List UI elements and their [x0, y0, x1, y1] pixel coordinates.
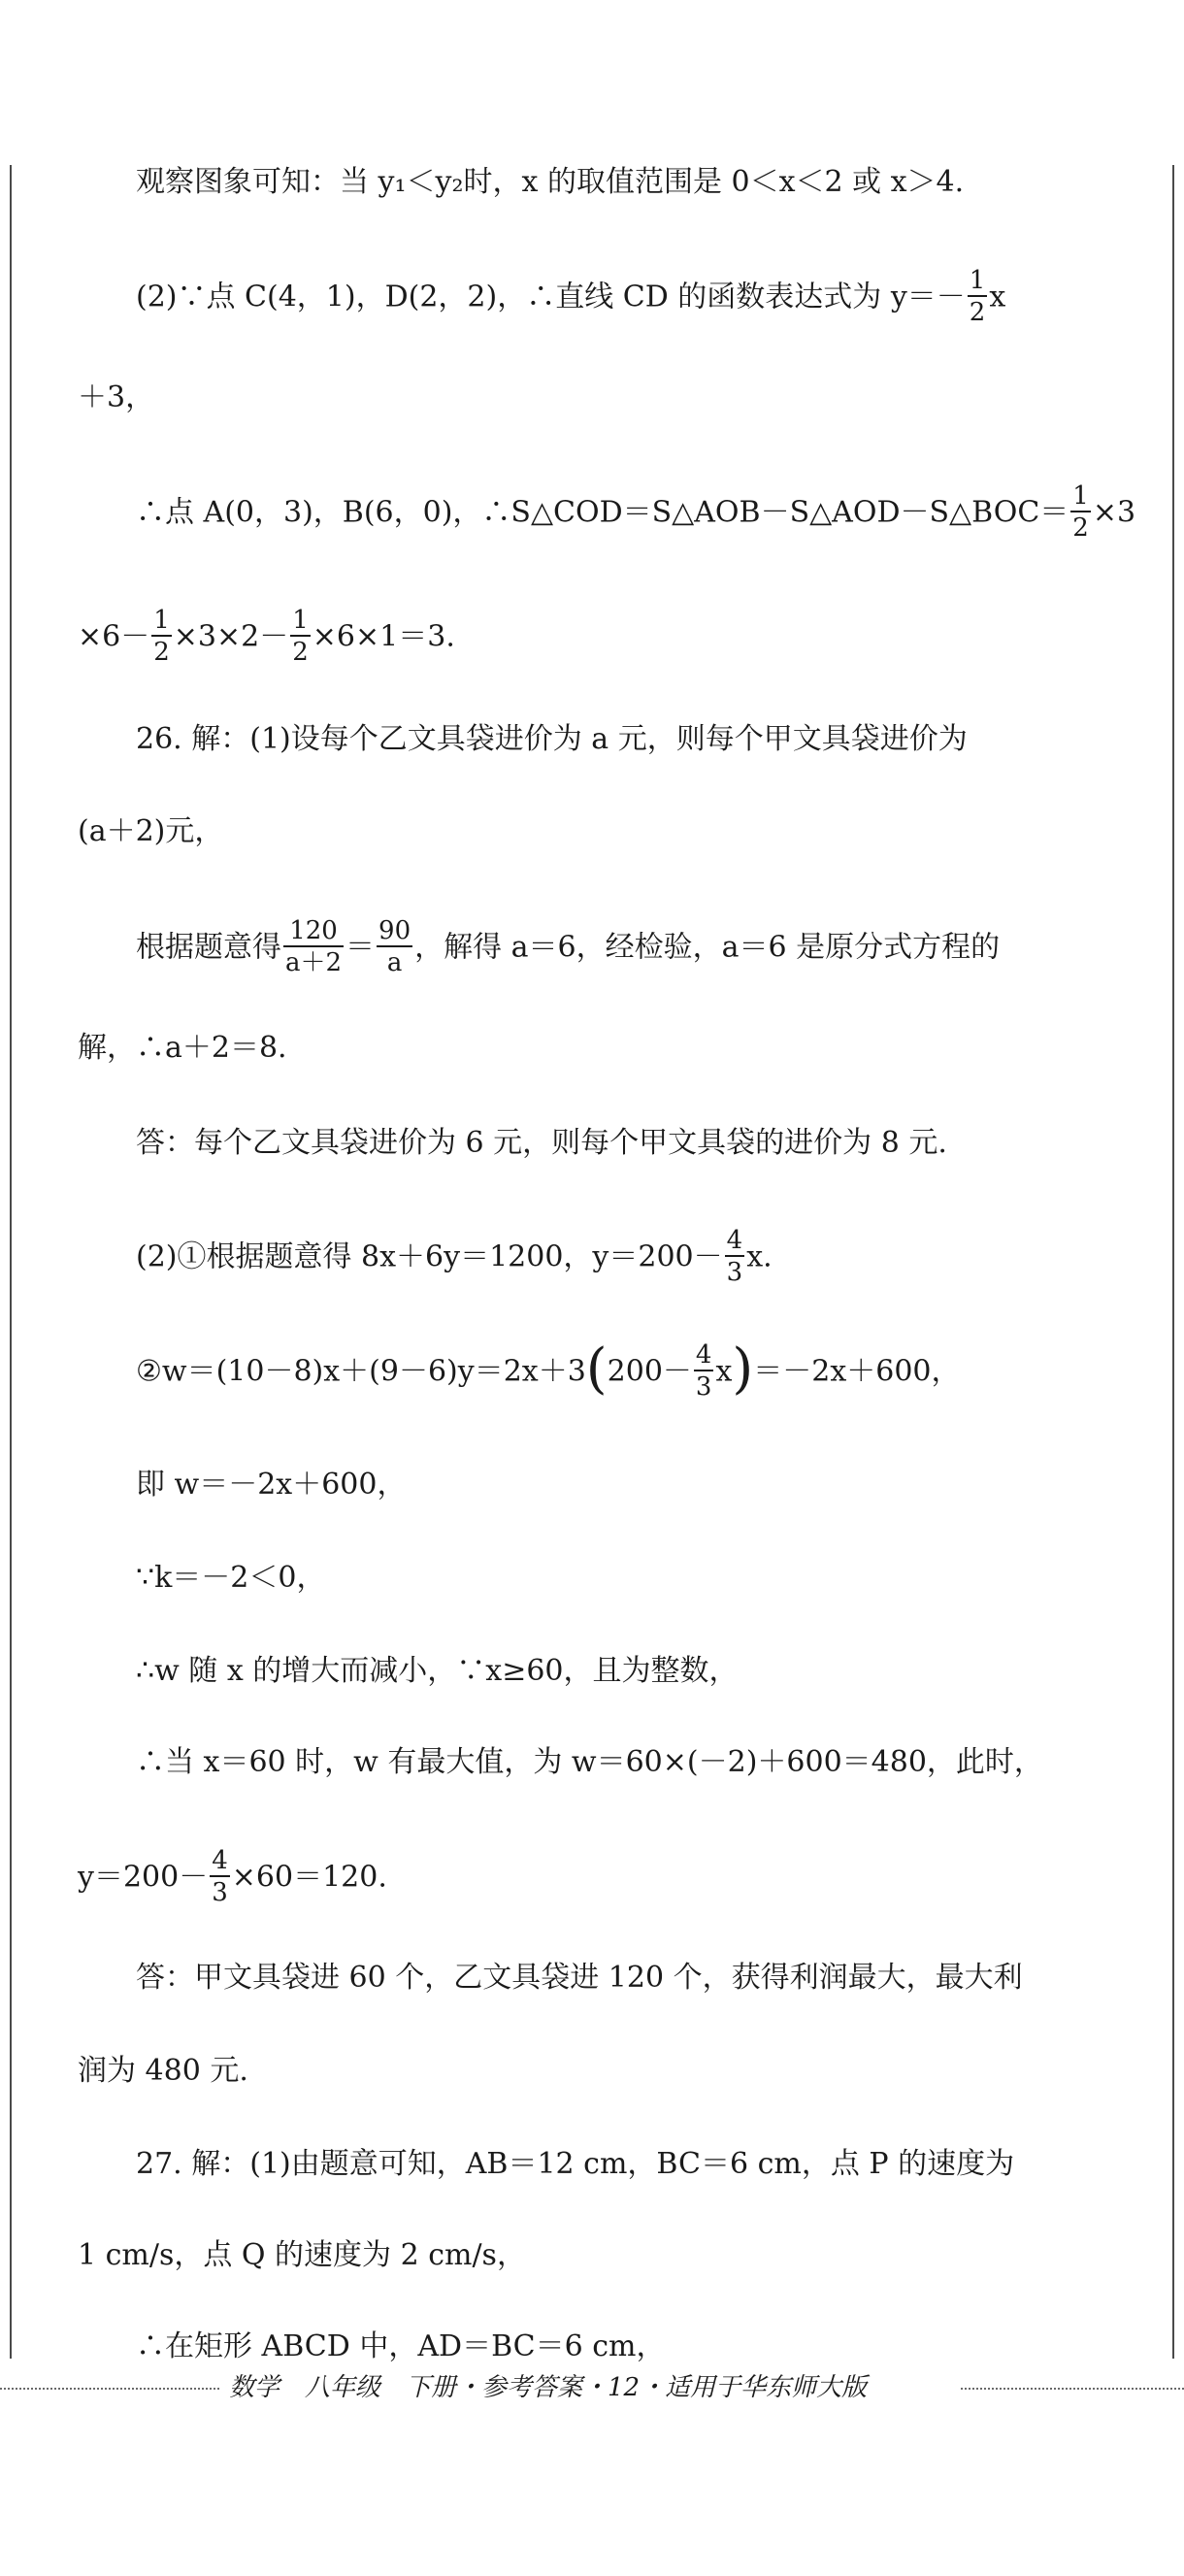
text-line: ＋3，	[78, 380, 155, 414]
fraction: $\frac{1}{2}$	[1072, 481, 1089, 543]
text-line: ②w＝(10－8)x＋(9－6)y＝2x＋3(200－ $\frac{4}{3}$ x)＝－2x＋600，	[136, 1337, 961, 1402]
text-line: ∴w 随 x 的增大而减小，∵x≥60，且为整数，	[136, 1654, 739, 1688]
footer-text: 数学 八年级 下册・参考答案・12・适用于华东师大版	[229, 2373, 868, 2402]
text-line: 观察图象可知：当 y₁＜y₂时，x 的取值范围是 0＜x＜2 或 x＞4.	[136, 165, 965, 199]
right-border-line	[1172, 165, 1174, 2359]
text-line: 解，∴a＋2＝8.	[78, 1031, 287, 1065]
text-line: y＝200－ $\frac{4}{3}$ ×60＝120.	[78, 1846, 387, 1907]
footer-dotted-rule-left	[0, 2388, 219, 2390]
text-line: 即 w＝－2x＋600，	[136, 1468, 407, 1502]
fraction: $\frac{1}{2}$	[292, 606, 309, 667]
fraction: $\frac{1}{2}$	[969, 266, 986, 327]
text-line: (a＋2)元，	[78, 814, 224, 848]
text-line: 答：甲文具袋进 60 个，乙文具袋进 120 个，获得利润最大，最大利	[136, 1961, 1023, 1995]
text-line: ×6－ $\frac{1}{2}$ ×3×2－ $\frac{1}{2}$ ×6×1＝3.	[78, 606, 455, 667]
footer-dotted-rule-right	[961, 2388, 1184, 2390]
text-line: 27. 解：(1)由题意可知，AB＝12 cm，BC＝6 cm，点 P 的速度为	[136, 2147, 1015, 2181]
text-line: (2)①根据题意得 8x＋6y＝1200，y＝200－ $\frac{4}{3}$ x.	[136, 1226, 773, 1287]
text-line: ∴当 x＝60 时，w 有最大值，为 w＝60×(－2)＋600＝480，此时，	[136, 1745, 1043, 1779]
text-line: 26. 解：(1)设每个乙文具袋进价为 a 元，则每个甲文具袋进价为	[136, 722, 968, 756]
text-line: 根据题意得 $\frac{120}{a+2}$ ＝ $\frac{90}{a}$ ，解得 a＝6，经检验，a＝6 是原分式方程的	[136, 916, 1001, 977]
text-line: 答：每个乙文具袋进价为 6 元，则每个甲文具袋的进价为 8 元.	[136, 1126, 947, 1160]
text-line: ∵k＝－2＜0，	[136, 1561, 326, 1595]
text-line: ∴点 A(0，3)，B(6，0)，∴S△COD＝S△AOB－S△AOD－S△BOC＝ $\frac{1}{2}$ ×3	[136, 481, 1136, 543]
text-line: (2)∵点 C(4，1)，D(2，2)，∴直线 CD 的函数表达式为 y＝－ $\frac{1}{2}$ x	[136, 266, 1006, 327]
fraction: $\frac{4}{3}$	[726, 1226, 743, 1287]
fraction: $\frac{4}{3}$	[695, 1340, 712, 1402]
text-line: 润为 480 元.	[78, 2054, 248, 2088]
fraction: $\frac{4}{3}$	[212, 1846, 228, 1907]
fraction: $\frac{1}{2}$	[153, 606, 170, 667]
fraction: $\frac{90}{a}$	[378, 916, 411, 977]
text-line: ∴在矩形 ABCD 中，AD＝BC＝6 cm，	[136, 2329, 666, 2363]
fraction: $\frac{120}{a+2}$	[285, 916, 343, 977]
text-line: 1 cm/s，点 Q 的速度为 2 cm/s，	[78, 2238, 526, 2272]
page-footer	[0, 2368, 1184, 2407]
left-border-line	[10, 165, 12, 2359]
